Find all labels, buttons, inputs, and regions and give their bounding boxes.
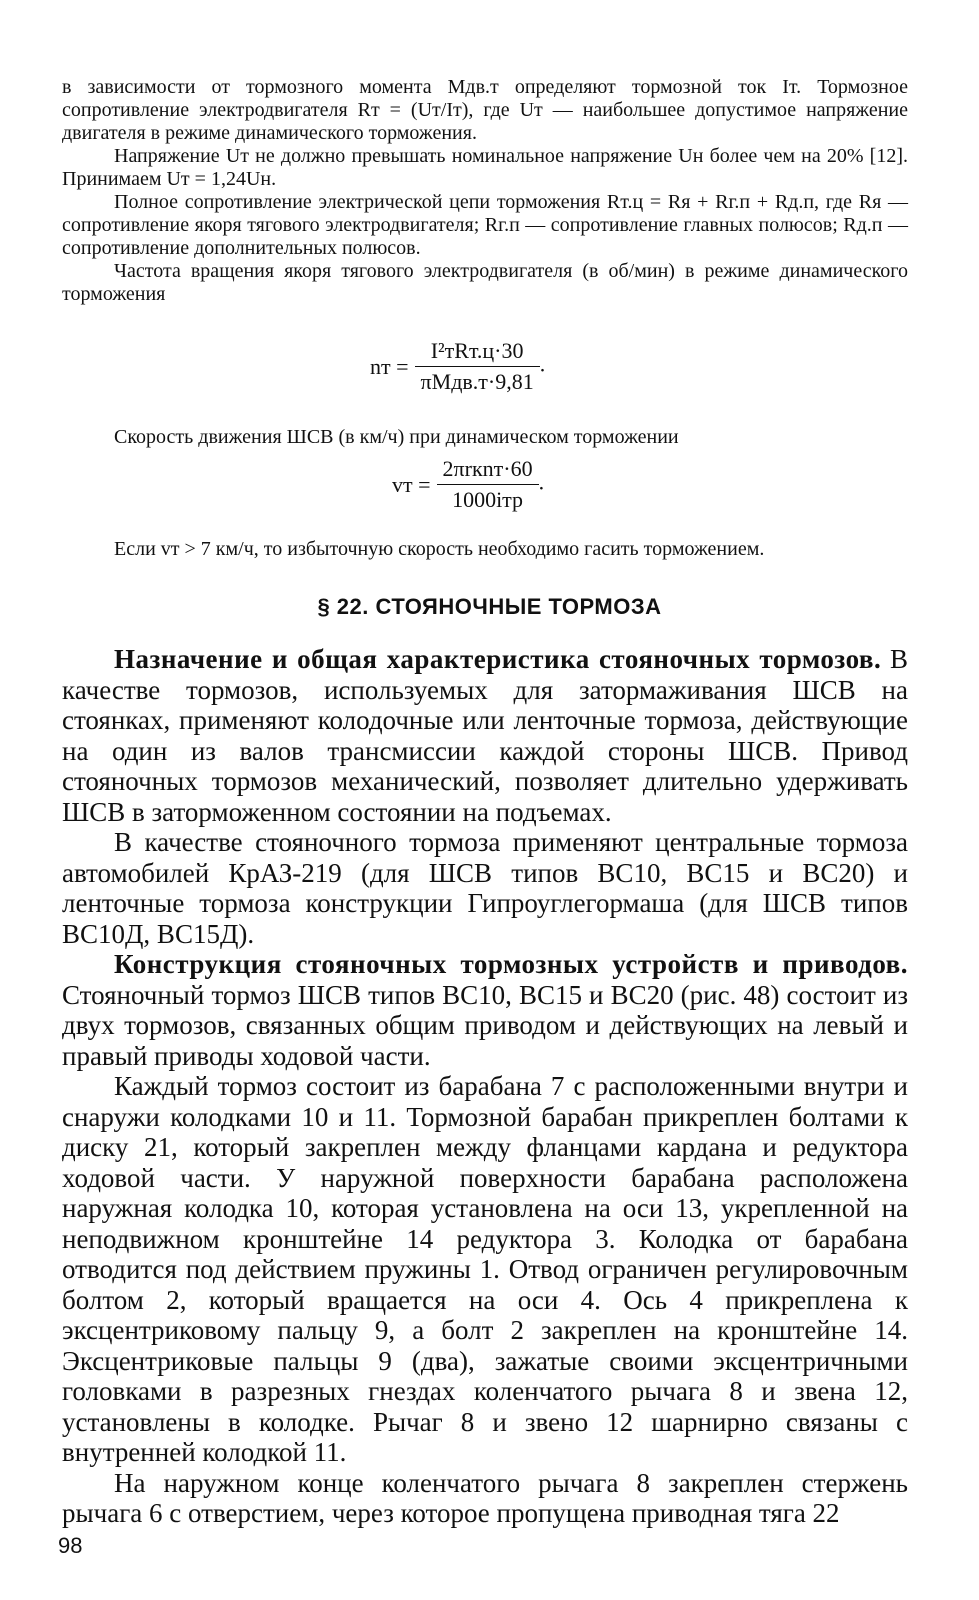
main-text-block [62, 644, 908, 1529]
formula2-fraction [437, 456, 539, 513]
page-number: 98 [58, 1533, 83, 1558]
speed-intro-line: Скорость движения ШСВ (в км/ч) при динамическом торможении [114, 426, 679, 448]
paragraph-construction [62, 949, 908, 1071]
formula-rotation-frequency [370, 338, 545, 395]
paragraph-circuit-resistance: Полное сопротивление электрической цепи торможения Rт.ц = Rя + Rг.п + Rд.п, где Rя — сопротивление якоря тягового электродвигателя; Rг.п — сопротивление главных полюсов; Rд.п — сопротивление дополнительных полюсов. [62, 191, 908, 259]
formula1-fraction [415, 338, 540, 395]
formula1-tail: . [539, 351, 546, 377]
paragraph-purpose-text: В качестве тормозов, используемых для затормаживания ШСВ на стоянках, применяют колодочные или ленточные тормоза, действующие на один из валов трансмиссии каждой стороны ШСВ. Привод стояночных тормозов механический, позволяет длительно удерживать ШСВ в заторможенном состоянии на подъемах. [62, 644, 909, 827]
formula-speed [392, 456, 544, 513]
paragraph-brake-types: В качестве стояночного тормоза применяют центральные тормоза автомобилей КрАЗ-219 (для ШСВ типов ВС10, ВС15 и ВС20) и ленточные тормоза конструкции Гипроуглегормаша (для ШСВ типов ВС10Д, ВС15Д). [62, 827, 908, 949]
formula2-tail: . [538, 469, 545, 495]
paragraph-construction-text: Стояночный тормоз ШСВ типов ВС10, ВС15 и ВС20 (рис. 48) состоит из двух тормозов, связанных общим приводом и действующих на левый и правый приводы ходовой части. [62, 979, 908, 1071]
paragraph-lever-description: На наружном конце коленчатого рычага 8 закреплен стержень рычага 6 с отверстием, через которое пропущена приводная тяга 22 [62, 1467, 908, 1528]
paragraph-purpose [62, 644, 908, 827]
paragraph-rotation-frequency: Частота вращения якоря тягового электродвигателя (в об/мин) в режиме динамического торможения [62, 260, 908, 305]
formula1-denominator: πMдв.т·9,81 [420, 369, 534, 394]
formula2-denominator: 1000iтр [452, 487, 524, 512]
formula2-numerator: 2πrкnт·60 [437, 456, 539, 485]
paragraph-voltage-limit: Напряжение Uт не должно превышать номинальное напряжение Uн более чем на 20% [12]. Принимаем Uт = 1,24Uн. [62, 145, 908, 190]
section-heading: § 22. СТОЯНОЧНЫЕ ТОРМОЗА [317, 594, 662, 619]
top-text-block [62, 76, 908, 306]
speed-note-line: Если vт > 7 км/ч, то избыточную скорость необходимо гасить торможением. [114, 538, 765, 560]
paragraph-braking-current: в зависимости от тормозного момента Mдв.т определяют тормозной ток Iт. Тормозное сопротивление электродвигателя Rт = (Uт/Iт), где Uт — наибольшее допустимое напряжение двигателя в режиме динамического торможения. [62, 76, 908, 144]
formula2-lhs: vт = [392, 471, 431, 497]
paragraph-drum-description: Каждый тормоз состоит из барабана 7 с расположенными внутри и снаружи колодками 10 и 11. Тормозной барабан прикреплен болтами к диску 21, который закреплен между фланцами кардана и редуктора ходовой части. У наружной поверхности барабана расположена наружная колодка 10, которая установлена на оси 13, укрепленной на неподвижном кронштейне 14 редуктора 3. Колодка от барабана отводится под действием пружины 1. Отвод ограничен регулировочным болтом 2, который вращается на оси 4. Ось 4 прикреплена к эксцентриковому пальцу 9, а болт 2 закреплен на кронштейне 14. Эксцентриковые пальцы 9 (два), зажатые своими эксцентричными головками в разрезных гнездах коленчатого рычага 8 и звена 12, установлены в колодке. Рычаг 8 и звено 12 шарнирно связаны с внутренней колодкой 11. [62, 1071, 908, 1467]
formula1-numerator: I²тRт.ц·30 [415, 338, 540, 367]
paragraph-purpose-lead: Назначение и общая характеристика стояночных тормозов. [114, 644, 882, 674]
paragraph-construction-lead: Конструкция стояночных тормозных устройств и приводов. [114, 949, 908, 979]
formula1-lhs: nт = [370, 353, 409, 379]
